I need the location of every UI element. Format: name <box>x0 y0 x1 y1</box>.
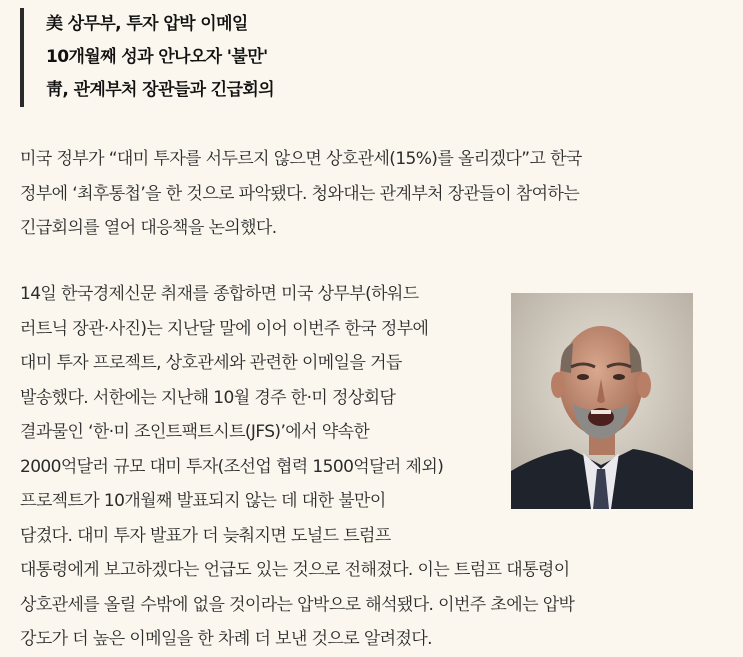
summary-line: 靑, 관계부처 장관들과 긴급회의 <box>46 80 275 100</box>
article-paragraph-1 <box>20 142 582 246</box>
paragraph-line: 결과물인 ‘한·미 조인트팩트시트(JFS)’에서 약속한 <box>20 422 370 442</box>
paragraph-line: 2000억달러 규모 대미 투자(조선업 협력 1500억달러 제외) <box>20 456 444 477</box>
article-summary-box <box>20 8 274 107</box>
paragraph-line: 대통령에게 보고하겠다는 언급도 있는 것으로 전해졌다. 이는 트럼프 대통령이 <box>20 560 570 580</box>
paragraph-line: 긴급회의를 열어 대응책을 논의했다. <box>20 218 277 238</box>
article-photo <box>511 293 693 509</box>
paragraph-line: 대미 투자 프로젝트, 상호관세와 관련한 이메일을 거듭 <box>20 353 402 373</box>
paragraph-line: 미국 정부가 “대미 투자를 서두르지 않으면 상호관세(15%)를 올리겠다”고 한국 <box>20 149 582 169</box>
paragraph-line: 담겼다. 대미 투자 발표가 더 늦춰지면 도널드 트럼프 <box>20 525 391 546</box>
paragraph-line: 발송했다. 서한에는 지난해 10월 경주 한·미 정상회담 <box>20 387 396 408</box>
paragraph-line: 프로젝트가 10개월째 발표되지 않는 데 대한 불만이 <box>20 491 386 511</box>
paragraph-line: 강도가 더 높은 이메일을 한 차례 더 보낸 것으로 알려졌다. <box>20 629 432 649</box>
paragraph-line: 러트닉 장관·사진)는 지난달 말에 이어 이번주 한국 정부에 <box>20 318 429 339</box>
paragraph-line: 상호관세를 올릴 수밖에 없을 것이라는 압박으로 해석됐다. 이번주 초에는 압박 <box>20 594 575 615</box>
paragraph-line: 정부에 ‘최후통첩’을 한 것으로 파악됐다. 청와대는 관계부처 장관들이 참여하는 <box>20 183 580 204</box>
summary-line: 10개월째 성과 안나오자 '불만' <box>46 47 268 67</box>
paragraph-line: 14일 한국경제신문 취재를 종합하면 미국 상무부(하워드 <box>20 284 419 304</box>
article-paragraph-2 <box>20 277 574 657</box>
summary-line: 美 상무부, 투자 압박 이메일 <box>46 14 248 34</box>
